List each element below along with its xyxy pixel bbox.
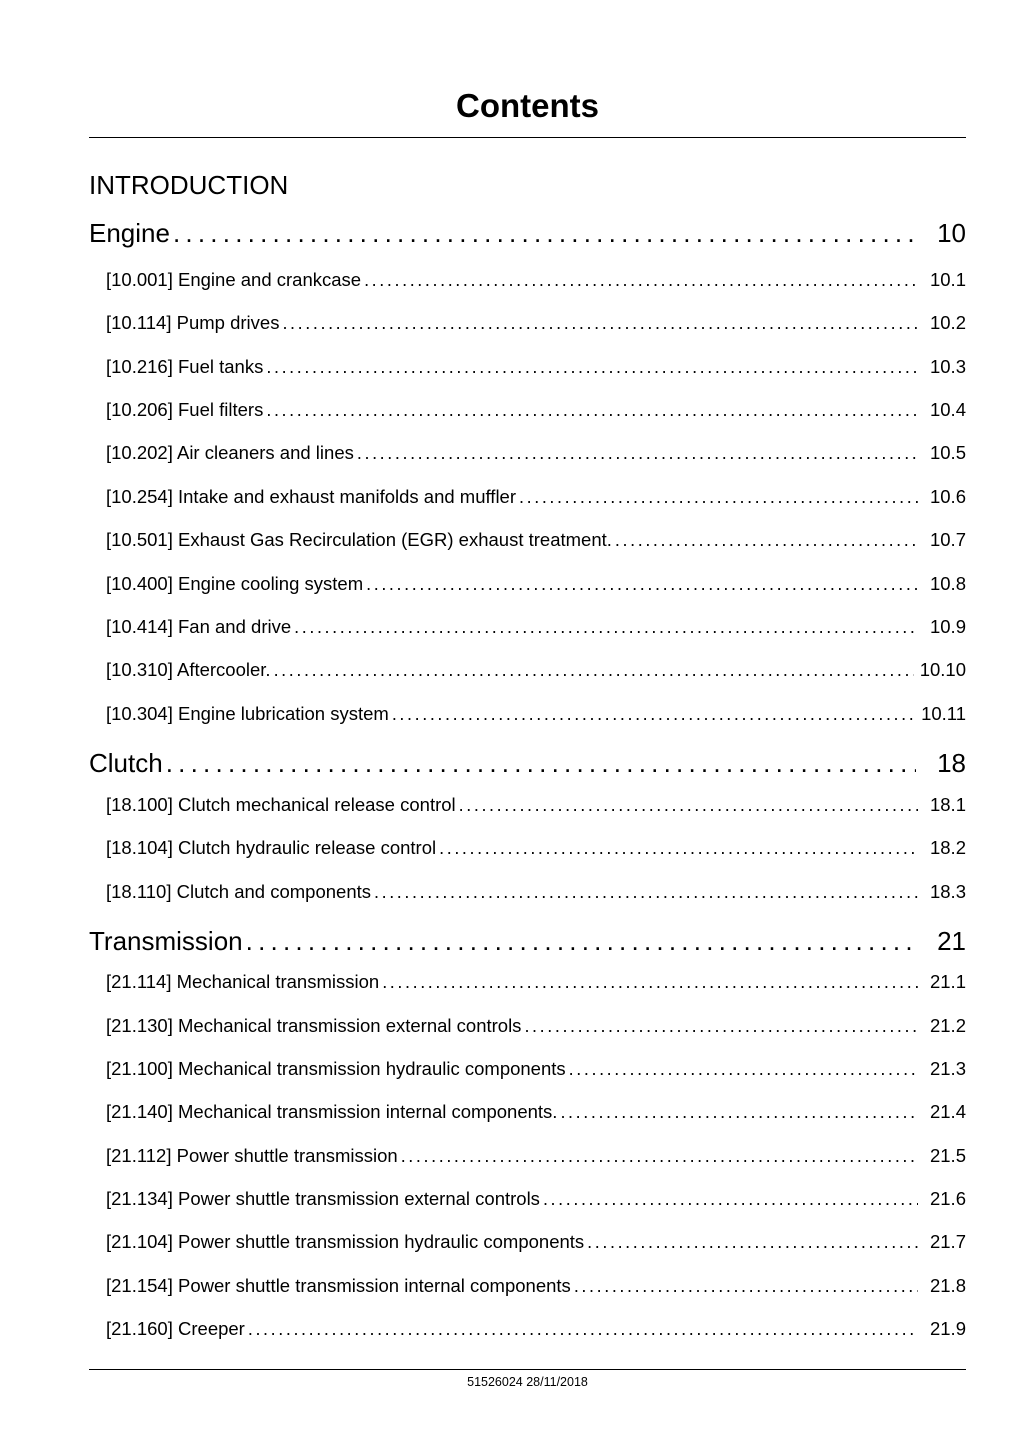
entry-page-number: 10.1: [929, 269, 966, 290]
toc-section-clutch[interactable]: [89, 746, 966, 780]
dot-leader: [401, 1144, 918, 1168]
section-label: Clutch: [89, 748, 163, 778]
section-page-number: 10: [937, 218, 966, 248]
dot-leader: [439, 836, 918, 860]
footer-doc-id: 51526024 28/11/2018: [467, 1375, 588, 1389]
dot-leader: [173, 216, 916, 250]
entry-label: [21.160] Creeper: [106, 1318, 245, 1339]
entry-page-number: 21.7: [929, 1231, 966, 1252]
toc-entry[interactable]: [106, 311, 966, 335]
dot-leader: [364, 268, 918, 292]
dot-leader: [459, 793, 918, 817]
entry-label: [10.202] Air cleaners and lines: [106, 442, 354, 463]
toc-entry[interactable]: [106, 1057, 966, 1081]
dot-leader: [519, 485, 918, 509]
page-title: Contents: [456, 87, 599, 124]
dot-leader: [587, 1230, 918, 1254]
dot-leader: [357, 441, 918, 465]
section-label: Engine: [89, 218, 170, 248]
title-divider: [89, 137, 966, 138]
entry-page-number: 21.8: [929, 1275, 966, 1296]
entry-page-number: 21.6: [929, 1188, 966, 1209]
dot-leader: [294, 615, 918, 639]
dot-leader: [569, 1057, 918, 1081]
dot-leader: [392, 702, 915, 726]
dot-leader: [524, 1014, 918, 1038]
toc-entry[interactable]: [106, 1317, 966, 1341]
toc-entry[interactable]: [106, 702, 966, 726]
entry-label: [21.134] Power shuttle transmission external controls: [106, 1188, 540, 1209]
toc-entry[interactable]: [106, 1144, 966, 1168]
toc-entry[interactable]: [106, 615, 966, 639]
entry-label: [10.414] Fan and drive: [106, 616, 292, 637]
dot-leader: [246, 924, 916, 958]
toc-entry[interactable]: [106, 485, 966, 509]
entry-label: [10.254] Intake and exhaust manifolds and muffler: [106, 486, 517, 507]
entry-label: [10.304] Engine lubrication system: [106, 703, 389, 724]
entry-page-number: 10.5: [929, 442, 966, 463]
toc-entry[interactable]: [106, 398, 966, 422]
entry-label: [10.501] Exhaust Gas Recirculation (EGR) exhaust treatment.: [106, 529, 612, 550]
dot-leader: [574, 1274, 918, 1298]
entry-page-number: 21.4: [929, 1101, 966, 1122]
dot-leader: [248, 1317, 918, 1341]
toc-entry[interactable]: [106, 1187, 966, 1211]
entry-label: [21.100] Mechanical transmission hydraulic components: [106, 1058, 566, 1079]
entry-page-number: 10.11: [921, 703, 966, 724]
toc-introduction[interactable]: INTRODUCTION: [89, 170, 289, 200]
entry-page-number: 18.3: [929, 881, 966, 902]
entry-label: [21.154] Power shuttle transmission internal components: [106, 1275, 571, 1296]
section-page-number: 21: [937, 926, 966, 956]
entry-page-number: 21.3: [929, 1058, 966, 1079]
toc-entry[interactable]: [106, 836, 966, 860]
entry-page-number: 10.8: [929, 573, 966, 594]
entry-page-number: 18.1: [929, 794, 966, 815]
section-label: Transmission: [89, 926, 243, 956]
entry-label: [10.216] Fuel tanks: [106, 356, 264, 377]
entry-page-number: 21.2: [929, 1015, 966, 1036]
entry-page-number: 10.4: [929, 399, 966, 420]
toc-entry[interactable]: [106, 880, 966, 904]
section-page-number: 18: [937, 748, 966, 778]
entry-label: [21.114] Mechanical transmission: [106, 971, 380, 992]
dot-leader: [374, 880, 918, 904]
entry-label: [21.112] Power shuttle transmission: [106, 1145, 398, 1166]
toc-entry[interactable]: [106, 441, 966, 465]
toc-entry[interactable]: [106, 355, 966, 379]
entry-label: [21.130] Mechanical transmission external controls: [106, 1015, 522, 1036]
entry-page-number: 10.10: [919, 659, 966, 680]
toc-entry[interactable]: [106, 970, 966, 994]
toc-entry[interactable]: [106, 793, 966, 817]
entry-label: [18.110] Clutch and components: [106, 881, 371, 902]
dot-leader: [274, 658, 914, 682]
entry-page-number: 10.6: [929, 486, 966, 507]
dot-leader: [366, 572, 918, 596]
entry-label: [10.001] Engine and crankcase: [106, 269, 362, 290]
toc-entry[interactable]: [106, 1014, 966, 1038]
toc-entry[interactable]: [106, 1100, 966, 1124]
entry-page-number: 21.9: [929, 1318, 966, 1339]
toc-section-transmission[interactable]: [89, 924, 966, 958]
entry-page-number: 18.2: [929, 837, 966, 858]
dot-leader: [560, 1100, 918, 1124]
toc-entry[interactable]: [106, 658, 966, 682]
entry-label: [21.104] Power shuttle transmission hydraulic components: [106, 1231, 585, 1252]
entry-page-number: 21.5: [929, 1145, 966, 1166]
toc-section-engine[interactable]: [89, 216, 966, 250]
dot-leader: [615, 528, 918, 552]
entry-label: [10.400] Engine cooling system: [106, 573, 364, 594]
entry-page-number: 10.3: [929, 356, 966, 377]
dot-leader: [382, 970, 918, 994]
toc-entry[interactable]: [106, 572, 966, 596]
entry-label: [18.100] Clutch mechanical release control: [106, 794, 456, 815]
toc-entry[interactable]: [106, 1274, 966, 1298]
dot-leader: [266, 355, 918, 379]
entry-label: [10.310] Aftercooler.: [106, 659, 271, 680]
entry-label: [21.140] Mechanical transmission internal components.: [106, 1101, 558, 1122]
dot-leader: [282, 311, 918, 335]
entry-label: [10.114] Pump drives: [106, 312, 280, 333]
entry-page-number: 21.1: [929, 971, 966, 992]
toc-entry[interactable]: [106, 268, 966, 292]
entry-page-number: 10.9: [929, 616, 966, 637]
dot-leader: [266, 398, 918, 422]
dot-leader: [166, 746, 916, 780]
toc-entry[interactable]: [106, 1230, 966, 1254]
entry-label: [18.104] Clutch hydraulic release control: [106, 837, 437, 858]
entry-page-number: 10.2: [929, 312, 966, 333]
entry-label: [10.206] Fuel filters: [106, 399, 264, 420]
dot-leader: [543, 1187, 918, 1211]
toc-entry[interactable]: [106, 528, 966, 552]
footer-divider: [89, 1369, 966, 1370]
entry-page-number: 10.7: [929, 529, 966, 550]
